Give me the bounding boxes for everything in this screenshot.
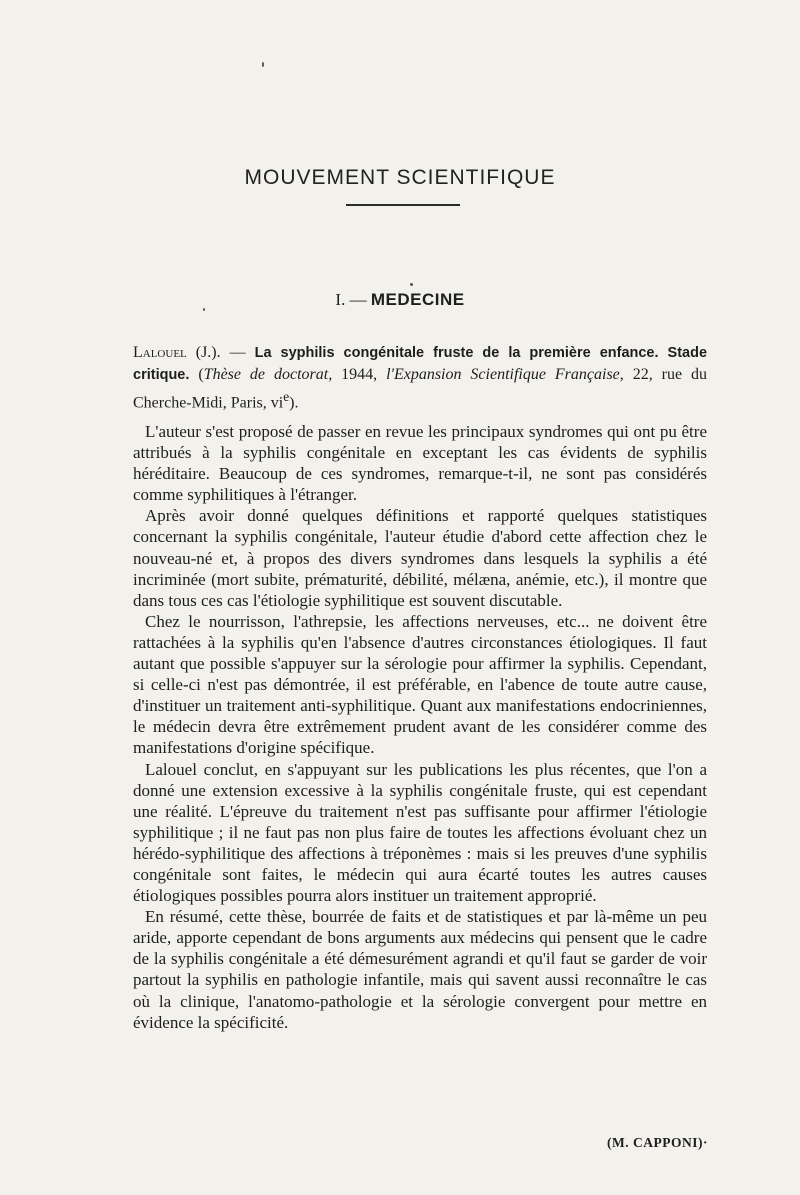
body-paragraph: Chez le nourrisson, l'athrepsie, les affections nerveuses, etc... ne doivent être rattachées à la syphilis qu'en l'absence d'autres circonstances étiologiques. Il faut autant que possible s'appuyer sur la sérologie pour affirmer la syphilis. Cependant, si celle-ci n'est pas démontrée, il est préférable, en l'abence de toute autre cause, d'instituer un traitement anti-syphilitique. Quant aux manifestations endocriniennes, le médecin devra être extrêmement prudent avant de les considérer comme des manifestations d'origine spécifique.	[133, 611, 707, 758]
body-paragraph: Lalouel conclut, en s'appuyant sur les publications les plus récentes, que l'on a donné une extension excessive à la syphilis congénitale fruste, qui est cependant une réalité. L'épreuve du traitement n'est pas suffisante pour affirmer l'étiologie syphilitique ; il ne faut pas non plus faire de toutes les affections évoluant chez un hérédo-syphilitique des affections à tréponèmes : mais si les preuves d'une syphilis congénitale sont faites, le médecin qui aura écarté toutes les autres causes étiologiques possibles pourra alors instituer un traitement approprié.	[133, 759, 707, 906]
review-body	[133, 421, 707, 1033]
reference-citation-close: ).	[289, 394, 299, 412]
body-paragraph: L'auteur s'est proposé de passer en revue les principaux syndromes qui ont pu être attribués à la syphilis congénitale en exceptant les cas évidents de syphilis héréditaire. Beaucoup de ces syndromes, remarque-t-il, ne sont pas considérés comme syphilitiques à l'étranger.	[133, 422, 707, 505]
reference-publisher: l'Expansion Scientifique Française,	[386, 366, 624, 383]
body-paragraph: Après avoir donné quelques définitions et rapporté quelques statistiques concernant la syphilis congénitale, l'auteur étudie d'abord cette affection chez le nouveau-né et, à propos des divers syndromes dans lesquels la syphilis a été incriminée (mort subite, prématurité, débilité, mélæna, anémie, etc.), il montre que dans tous ces cas l'étiologie syphilitique est souvent discutable.	[133, 506, 707, 610]
reference-year: 1944,	[341, 366, 378, 383]
reference-thesis: Thèse de doctorat,	[203, 366, 333, 383]
section-title: MEDECINE	[370, 290, 465, 309]
reference-address-sup: e	[283, 389, 290, 404]
title-underline	[346, 204, 460, 206]
reviewer-signature: (M. CAPPONI)·	[607, 1135, 708, 1150]
paper-speck	[262, 62, 264, 67]
reference-title: La syphilis congénitale fruste de la première enfance. Stade critique.	[133, 345, 708, 383]
reference-address: 22, rue du Cherche-Midi, Paris, vi	[133, 366, 708, 412]
section-number: I. —	[335, 290, 367, 309]
reference-initials: (J.). —	[195, 344, 246, 361]
bibliographic-reference	[133, 342, 707, 413]
paper-speck	[410, 283, 413, 286]
page-title: MOUVEMENT SCIENTIFIQUE	[244, 166, 556, 189]
reference-author: Lalouel	[133, 344, 187, 361]
body-paragraph: En résumé, cette thèse, bourrée de faits et de statistiques et par là-même un peu aride, apporte cependant de bons arguments aux médecins qui pensent que le cadre de la syphilis congénitale a été démesurément agrandi et qu'il faut se garder de voir partout la syphilis en pathologie infantile, mais qui savent aussi reconnaître le cas où la clinique, l'anatomo-pathologie et la sérologie convergent pour mettre en évidence la spécificité.	[133, 907, 707, 1032]
reference-citation-open: (	[198, 366, 204, 383]
section-heading	[0, 290, 800, 310]
